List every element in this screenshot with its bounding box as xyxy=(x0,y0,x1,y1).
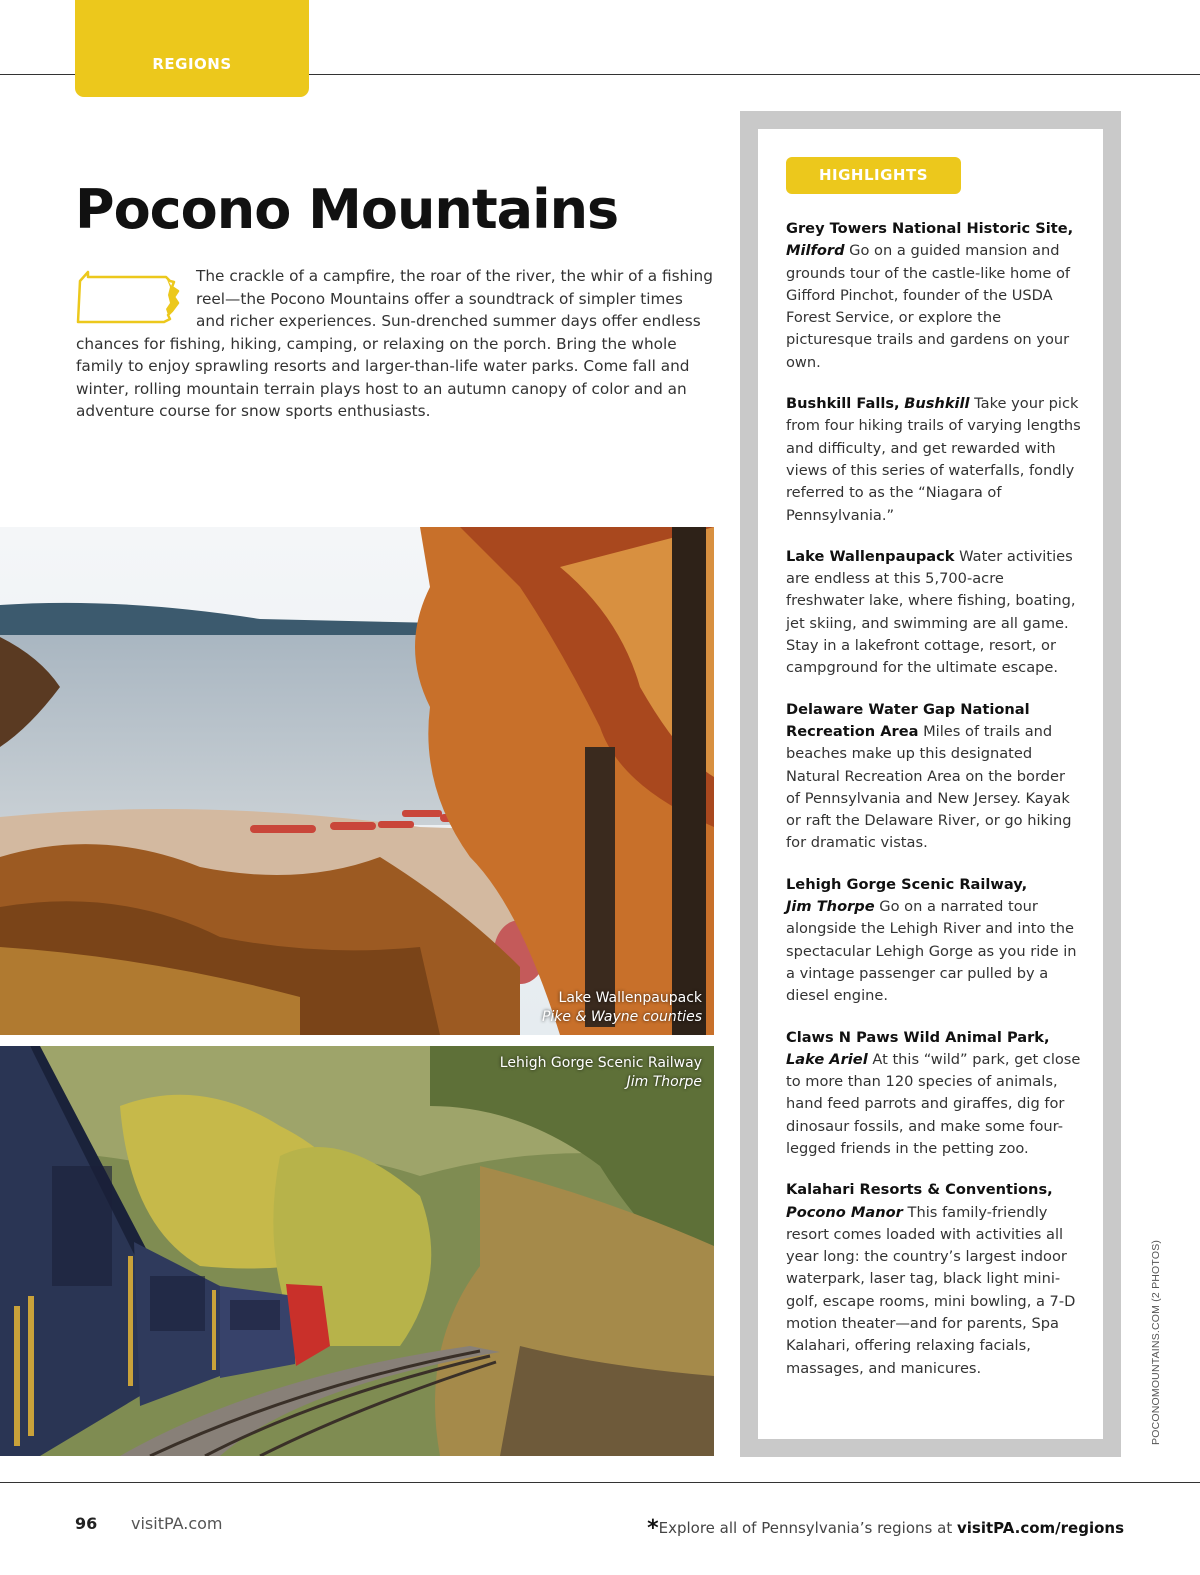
highlight-name: Lake Wallenpaupack xyxy=(786,547,955,565)
highlight-place: Jim Thorpe xyxy=(786,898,875,916)
page-number: 96 xyxy=(75,1514,98,1533)
caption-lake-title: Lake Wallenpaupack xyxy=(558,990,702,1006)
highlight-grey-towers xyxy=(786,218,1081,374)
footer-explore xyxy=(647,1516,1124,1541)
intro-text: The crackle of a campfire, the roar of the river, the whir of a fishing reel—the Pocono Mountains offer a soundtrack of simpler times and richer experiences. Sun-drenched summer days offer endless chances for fishing, hiking, camping, or relaxing on the porch. Bring the whole family to enjoy sprawling resorts and larger-than-life water parks. Come fall and winter, rolling mountain terrain plays host to an autumn canopy of color and an adventure course for snow sports enthusiasts. xyxy=(76,267,713,420)
highlights-badge: HIGHLIGHTS xyxy=(786,157,961,194)
intro-paragraph xyxy=(76,265,716,423)
highlight-lake-wallenpaupack xyxy=(786,546,1081,680)
highlight-place: Pocono Manor xyxy=(786,1203,903,1221)
highlight-name: Claws N Paws Wild Animal Park, xyxy=(786,1028,1050,1046)
photo-lehigh-gorge xyxy=(0,1046,714,1456)
highlight-name: Kalahari Resorts & Conventions, xyxy=(786,1181,1053,1199)
footer-explore-text: Explore all of Pennsylvania’s regions at xyxy=(658,1519,957,1537)
footer-regions-link[interactable]: visitPA.com/regions xyxy=(956,1519,1124,1537)
highlight-bushkill-falls xyxy=(786,393,1081,527)
highlight-name: Bushkill Falls, xyxy=(786,395,900,413)
highlight-text: Go on a guided mansion and grounds tour of the castle-like home of Gifford Pinchot, founder of the USDA Forest Service, or explore the picturesque trails and gardens on your own. xyxy=(786,242,1071,371)
highlight-text: At this “wild” park, get close to more than 120 species of animals, hand feed parrots and giraffes, dig for dinosaur fossils, and make some four-legged friends in the petting zoo. xyxy=(786,1050,1081,1157)
highlight-kalahari xyxy=(786,1179,1081,1380)
caption-railway-location: Jim Thorpe xyxy=(626,1074,702,1090)
photo-lake-wallenpaupack xyxy=(0,527,714,1035)
photo-caption-railway xyxy=(500,1054,702,1092)
highlight-place: Milford xyxy=(786,242,845,260)
photo-caption-lake xyxy=(542,989,702,1027)
page-title: Pocono Mountains xyxy=(75,178,619,241)
asterisk-icon: * xyxy=(647,1516,659,1541)
highlight-text: Miles of trails and beaches make up this designated Natural Recreation Area on the border of Pennsylvania and New Jersey. Kayak or raft the Delaware River, or go hiking for dramatic vistas. xyxy=(786,722,1072,852)
section-tab xyxy=(75,0,309,97)
lake-photo-image xyxy=(0,527,714,1035)
highlight-text: Go on a narrated tour alongside the Lehigh River and into the spectacular Lehigh Gorge as you ride in a vintage passenger car pulled by a diesel engine. xyxy=(786,898,1077,1005)
highlight-delaware-water-gap xyxy=(786,699,1081,855)
highlight-name: Grey Towers National Historic Site, xyxy=(786,220,1074,237)
section-tab-label: REGIONS xyxy=(152,55,232,73)
highlight-place: Lake Ariel xyxy=(786,1050,868,1068)
footer-site-link[interactable]: visitPA.com xyxy=(131,1514,223,1533)
railway-photo-image xyxy=(0,1046,714,1456)
highlight-text: Water activities are endless at this 5,700-acre freshwater lake, where fishing, boating, jet skiing, and swimming are all game. Stay in a lakefront cottage, resort, or campground for the ultimate escape. xyxy=(786,547,1076,677)
highlight-text: Take your pick from four hiking trails of varying lengths and difficulty, and get rewarded with views of this series of waterfalls, fondly referred to as the “Niagara of Pennsylvania.” xyxy=(786,395,1081,524)
highlight-place: Bushkill xyxy=(904,395,970,413)
highlight-text: This family-friendly resort comes loaded with activities all year long: the country’s largest indoor waterpark, laser tag, black light mini-golf, escape rooms, mini bowling, a 7-D motion theater—and for parents, Spa Kalahari, offering relaxing facials, massages, and manicures. xyxy=(786,1203,1076,1377)
highlights-list xyxy=(786,218,1081,1399)
pennsylvania-map-icon xyxy=(74,269,186,327)
highlight-name: Lehigh Gorge Scenic Railway, xyxy=(786,875,1028,893)
caption-lake-location: Pike & Wayne counties xyxy=(541,1009,702,1025)
footer-rule xyxy=(0,1482,1200,1483)
highlight-claws-n-paws xyxy=(786,1027,1081,1161)
caption-railway-title: Lehigh Gorge Scenic Railway xyxy=(499,1055,702,1071)
highlight-name: Delaware Water Gap National Recreation Area xyxy=(786,700,1030,740)
highlight-lehigh-gorge xyxy=(786,874,1081,1008)
photo-credit: POCONOMOUNTAINS.COM (2 PHOTOS) xyxy=(1150,1239,1162,1445)
